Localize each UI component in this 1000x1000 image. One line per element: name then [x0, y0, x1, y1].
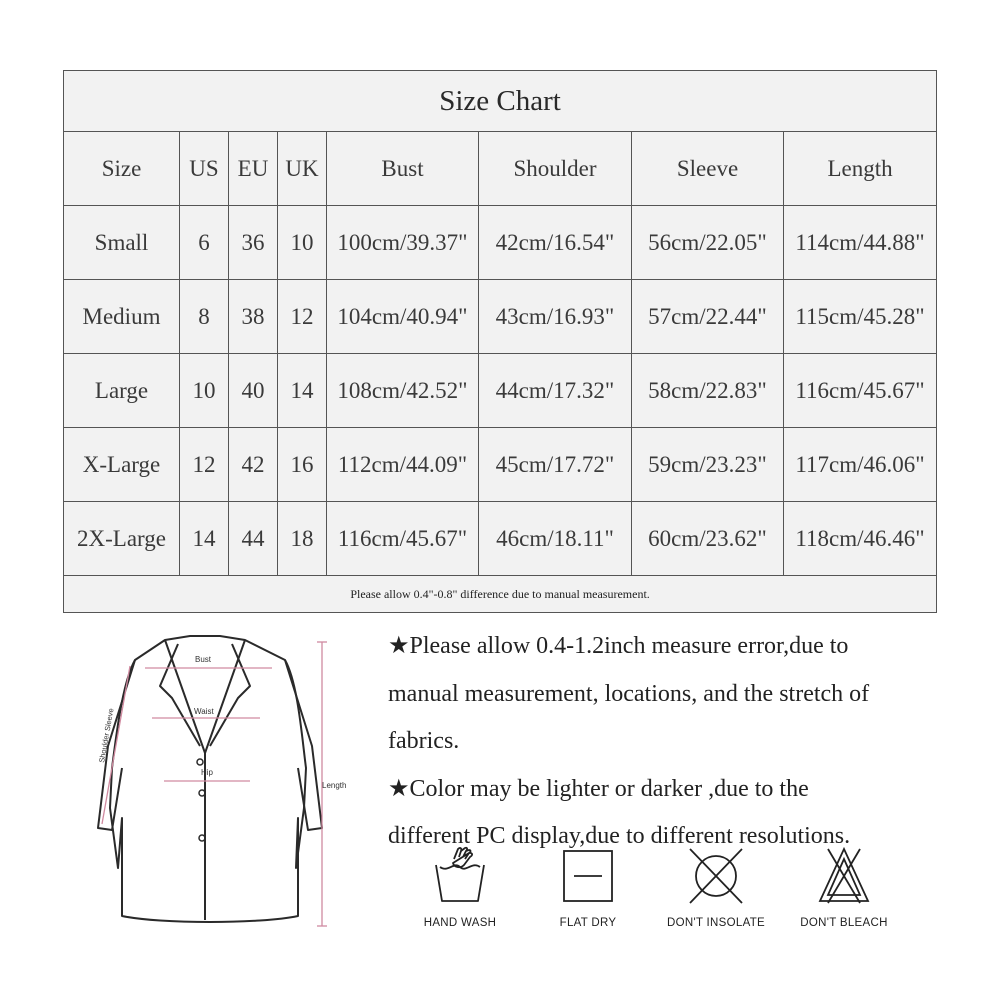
table-row: [64, 428, 937, 502]
size-chart-table: [63, 70, 937, 613]
hip-label: Hip: [201, 768, 214, 777]
dont-insolate-icon: [684, 845, 748, 905]
header-cell: EU: [229, 132, 278, 206]
flat-dry-icon: [558, 845, 618, 905]
table-cell: 117cm/46.06": [784, 428, 937, 502]
table-cell: 46cm/18.11": [479, 502, 632, 576]
table-cell: Large: [64, 354, 180, 428]
note-line: different PC display,due to different resolutions.: [388, 823, 851, 849]
note-line: manual measurement, locations, and the stretch of: [388, 680, 870, 707]
table-cell: 116cm/45.67": [784, 354, 937, 428]
note-line: fabrics.: [388, 728, 460, 754]
coat-outline: [110, 636, 306, 922]
header-cell: Length: [784, 132, 937, 206]
table-cell: 44cm/17.32": [479, 354, 632, 428]
table-cell: 58cm/22.83": [632, 354, 784, 428]
header-cell: Shoulder: [479, 132, 632, 206]
table-cell: 60cm/23.62": [632, 502, 784, 576]
header-row: [64, 132, 937, 206]
hand-wash-icon: [430, 845, 490, 905]
care-label: DON'T INSOLATE: [667, 917, 765, 929]
dont-bleach-item: [784, 845, 904, 929]
table-cell: 38: [229, 280, 278, 354]
hand-wash-item: [400, 845, 520, 929]
table-cell: 42: [229, 428, 278, 502]
table-cell: 10: [278, 206, 327, 280]
bust-label: Bust: [195, 655, 212, 664]
care-symbols: [400, 845, 920, 955]
table-row: [64, 280, 937, 354]
header-cell: Bust: [327, 132, 479, 206]
length-label: Length: [322, 781, 347, 790]
dont-bleach-icon: [812, 845, 876, 905]
table-cell: 18: [278, 502, 327, 576]
table-cell: 44: [229, 502, 278, 576]
table-cell: 116cm/45.67": [327, 502, 479, 576]
table-cell: 57cm/22.44": [632, 280, 784, 354]
table-cell: Medium: [64, 280, 180, 354]
chart-title: Size Chart: [64, 71, 937, 132]
measurement-note: Please allow 0.4"-0.8" difference due to manual measurement.: [64, 576, 937, 613]
table-cell: 114cm/44.88": [784, 206, 937, 280]
table-cell: 108cm/42.52": [327, 354, 479, 428]
table-cell: 40: [229, 354, 278, 428]
note-line: ★Color may be lighter or darker ,due to the: [388, 775, 809, 802]
waist-label: Waist: [194, 707, 214, 716]
dont-insolate-item: [656, 845, 776, 929]
table-cell: 115cm/45.28": [784, 280, 937, 354]
care-label: FLAT DRY: [559, 917, 617, 929]
table-cell: 104cm/40.94": [327, 280, 479, 354]
table-cell: 6: [180, 206, 229, 280]
note-line: ★Please allow 0.4-1.2inch measure error,due to: [388, 633, 849, 659]
table-row: [64, 354, 937, 428]
shoulder-sleeve-label: Shoulder Sleeve: [97, 707, 116, 764]
table-cell: Small: [64, 206, 180, 280]
table-row: [64, 206, 937, 280]
table-cell: 14: [278, 354, 327, 428]
table-cell: 8: [180, 280, 229, 354]
table-cell: 59cm/23.23": [632, 428, 784, 502]
table-cell: 12: [278, 280, 327, 354]
table-cell: 45cm/17.72": [479, 428, 632, 502]
table-cell: 100cm/39.37": [327, 206, 479, 280]
table-cell: 14: [180, 502, 229, 576]
table-cell: 2X-Large: [64, 502, 180, 576]
header-cell: Sleeve: [632, 132, 784, 206]
table-cell: 118cm/46.46": [784, 502, 937, 576]
table-cell: 56cm/22.05": [632, 206, 784, 280]
table-cell: 10: [180, 354, 229, 428]
notes-block: [388, 623, 948, 861]
table-cell: 42cm/16.54": [479, 206, 632, 280]
table-cell: 36: [229, 206, 278, 280]
table-cell: 112cm/44.09": [327, 428, 479, 502]
care-label: DON'T BLEACH: [800, 917, 888, 929]
flat-dry-item: [528, 845, 648, 929]
header-cell: Size: [64, 132, 180, 206]
table-row: [64, 502, 937, 576]
header-cell: US: [180, 132, 229, 206]
coat-measurement-diagram: [60, 628, 360, 943]
header-cell: UK: [278, 132, 327, 206]
table-cell: 43cm/16.93": [479, 280, 632, 354]
table-cell: 16: [278, 428, 327, 502]
coat-button: [197, 759, 203, 765]
care-label: HAND WASH: [423, 917, 497, 929]
table-cell: 12: [180, 428, 229, 502]
table-cell: X-Large: [64, 428, 180, 502]
